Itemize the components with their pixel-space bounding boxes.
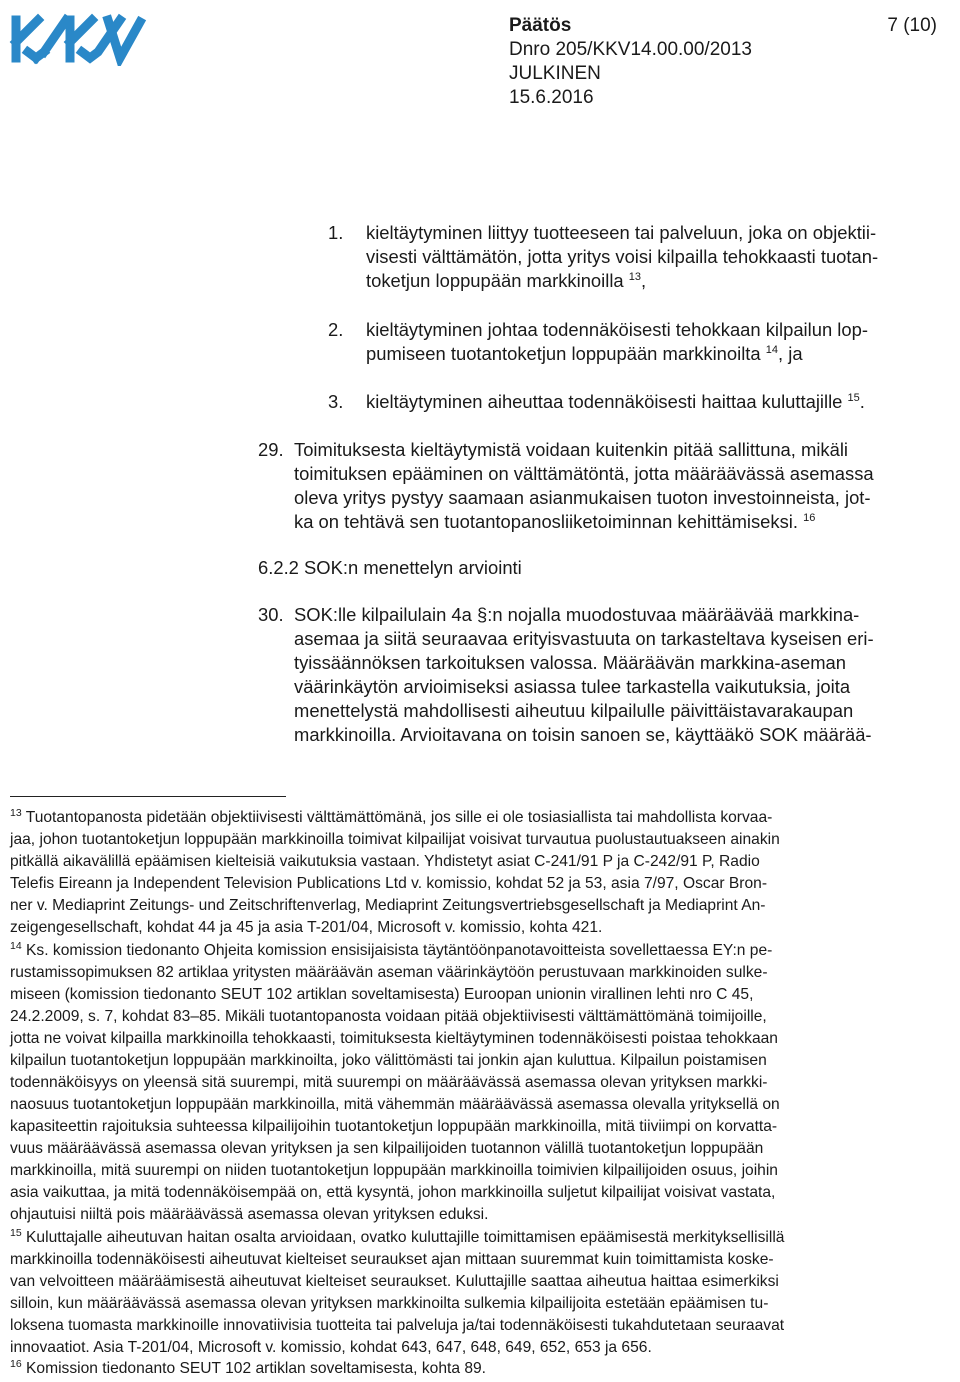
footnote-line: jotta ne voivat kilpailla markkinoilla tehokkaasti, toimituksesta kieltäytyminen todennäköisesti poistaa tehokkaan xyxy=(10,1030,778,1047)
footnote-line: rustamissopimuksen 82 artiklaa yritysten määräävän aseman väärinkäytöön perustuvaan markkinoiden sulke- xyxy=(10,964,768,981)
footnote-line: vuus määräävässä asemassa olevan yrityksen ja sen kilpailijoiden tuotannon välillä tuotantoketjun loppupään xyxy=(10,1140,764,1157)
footnote-line: Telefis Eireann ja Independent Television Publications Ltd v. komissio, kohdat 52 ja 53, asia 7/97, Oscar Bron- xyxy=(10,875,768,892)
condition-line: pumiseen tuotantoketjun loppupään markkinoilta $^{14}$, ja xyxy=(366,343,803,364)
footnote-line: kapasiteettin rajoituksia suhteessa kilpailijoihin tuotantoketjun loppupään markkinoilla, mitä tiiviimpi on korvatta- xyxy=(10,1118,778,1135)
condition-line: kieltäytyminen aiheuttaa todennäköisesti haittaa kuluttajille $^{15}$. xyxy=(366,391,865,412)
paragraph-number: 30. xyxy=(258,604,284,625)
footnote-line: jaa, johon tuotantoketjun loppupään markkinoilla toimivat kilpailijat voisivat turvautua puolustautuakseen ainakin xyxy=(10,831,780,848)
footnote-line: 24.2.2009, s. 7, kohdat 83–85. Mikäli tuotantopanosta voidaan pitää objektiivisesti välttämättömänä toimijoille, xyxy=(10,1008,767,1025)
paragraph-line: menettelystä mahdollisesti aiheutuu kilpailulle päivittäistavarakaupan xyxy=(294,700,854,721)
footnote-line: kilpailun tuotantoketjun loppupään markkinoilta, joko välittömästi tai jonkin ajan kuluttua. Kilpailun poistamisen xyxy=(10,1052,767,1069)
footnote-line: miseen (komission tiedonanto SEUT 102 artiklan soveltamisesta) Euroopan unionin virallinen lehti nro C 45, xyxy=(10,986,754,1003)
paragraph-line: markkinoilla. Arvioitavana on toisin sanoen se, käyttääkö SOK määrää- xyxy=(294,724,872,745)
paragraph-line: ka on tehtävä sen tuotantopanosliiketoiminnan kehittämiseksi. $^{16}$ xyxy=(294,511,816,532)
footnote-line: zeigengesellschaft, kohdat 44 ja 45 ja asia T-201/04, Microsoft v. komissio, kohta 421. xyxy=(10,919,603,936)
footnote-line: silloin, kun määräävässä asemassa olevan yrityksen markkinoilta sulkemia kilpailijoita estetään epäämisen tu- xyxy=(10,1295,769,1312)
footnote-line: $^{16}$ Komission tiedonanto SEUT 102 artiklan soveltamisesta, kohta 89. xyxy=(10,1358,487,1377)
footnote-line: todennäköisyys on yleensä sitä suurempi, mitä suurempi on määräävässä asemassa olevan yrityksen markki- xyxy=(10,1074,768,1091)
logo-text: KKV xyxy=(8,12,11,13)
paragraph-line: SOK:lle kilpailulain 4a §:n nojalla muodostuvaa määräävää markkina- xyxy=(294,604,860,625)
condition-number: 2. xyxy=(328,319,344,340)
footnote-line: loksena tuomasta markkinoille innovatiivisia tuotteita tai palveluja ja/tai todennäköisesti tukahdutetaan seuraavat xyxy=(10,1317,785,1334)
condition-line: kieltäytyminen liittyy tuotteeseen tai palveluun, joka on objektii- xyxy=(366,222,877,243)
footnote-line: van velvoitteen määräämisestä aiheutuvat kielteiset seuraukset. Kuluttajille saattaa aiheutua haittaa esimerkiksi xyxy=(10,1273,779,1290)
footnote-ref[interactable]: 13 xyxy=(628,271,642,283)
paragraph-number: 29. xyxy=(258,439,284,460)
footnote-line: naosuus tuotantoketjun loppupään markkinoilla, mitä vähemmän määräävässä asemassa olevalla yrityksellä on xyxy=(10,1096,780,1113)
footnote-line: pitkällä aikavälillä epäämisen kielteisiä vaikutuksia vastaan. Yhdistetyt asiat C-241/91 P ja C-242/91 P, Radio xyxy=(10,853,760,870)
paragraph-line: asemaa ja siitä seuraavaa erityisvastuuta on tarkasteltava kyseisen eri- xyxy=(294,628,874,649)
publicity-status: JULKINEN xyxy=(509,63,601,84)
footnote-ref[interactable]: 16 xyxy=(803,512,816,524)
condition-line: visesti välttämätön, jotta yritys voisi kilpailla tehokkaasti tuotan- xyxy=(366,246,879,267)
footnote-line: ner v. Mediaprint Zeitungs- und Zeitschriftenverlag, Mediaprint Zeitungsvertriebsgesellschaft ja Mediaprint An- xyxy=(10,897,766,914)
footnote-ref[interactable]: 15 xyxy=(847,392,860,404)
footnote-number: 15 xyxy=(10,1227,22,1239)
section-title: SOK:n menettelyn arviointi xyxy=(304,557,522,578)
footnote-number: 16 xyxy=(10,1358,22,1370)
footnote-number: 14 xyxy=(10,940,22,952)
kkv-logo xyxy=(8,12,148,66)
document-number: Dnro 205/KKV14.00.00/2013 xyxy=(509,39,752,60)
footnote-separator xyxy=(10,796,286,797)
footnote-line: $^{14}$ Ks. komission tiedonanto Ohjeita komission ensisijaisista täytäntöönpanotavoitteista sovellettaessa EY:n pe- xyxy=(10,940,773,959)
paragraph-line: tyissäännöksen tarkoituksen valossa. Määräävän markkina-aseman xyxy=(294,652,846,673)
footnote-line: markkinoilla todennäköisesti aiheutuvat kielteiset seuraukset ajan mittaan suuremmat kuin toimittamista koske- xyxy=(10,1251,774,1268)
footnote-line: markkinoilla, mitä suurempi on niiden tuotantoketjun loppupään markkinoilla toimivien kilpailijoiden osuus, joihin xyxy=(10,1162,778,1179)
condition-line: kieltäytyminen johtaa todennäköisesti tehokkaan kilpailun lop- xyxy=(366,319,868,340)
footnote-line: asia vaikuttaa, ja mitä todennäköisempää on, että kysyntä, johon markkinoilla suljetut kilpailijat voisivat vastata, xyxy=(10,1184,776,1201)
document-type: Päätös xyxy=(509,15,572,36)
footnote-number: 13 xyxy=(10,807,22,819)
footnote-line: ohjautuisi niiltä pois määräävässä asemassa olevan yrityksen eduksi. xyxy=(10,1206,489,1223)
condition-number: 1. xyxy=(328,222,344,243)
footnote-line: $^{15}$ Kuluttajalle aiheutuvan haitan osalta arvioidaan, ovatko kuluttajille toimittamisen epäämisestä merkityksellisillä xyxy=(10,1227,785,1246)
section-heading xyxy=(258,556,522,579)
footnote-line: $^{13}$ Tuotantopanosta pidetään objektiivisesti välttämättömänä, jos sille ei ole tosiasiallista tai mahdollista korvaa- xyxy=(10,807,773,826)
condition-number: 3. xyxy=(328,391,344,412)
paragraph-line: Toimituksesta kieltäytymistä voidaan kuitenkin pitää sallittuna, mikäli xyxy=(294,439,849,460)
page-number: 7 (10) xyxy=(887,15,937,36)
section-number: 6.2.2 xyxy=(258,557,299,578)
paragraph-line: väärinkäytön arvioimiseksi asiassa tulee tarkastella vaikutuksia, joita xyxy=(294,676,851,697)
footnote-line: innovaatiot. Asia T-201/04, Microsoft v. komissio, kohdat 643, 647, 648, 649, 652, 653 ja 656. xyxy=(10,1339,652,1356)
document-date: 15.6.2016 xyxy=(509,87,594,108)
paragraph-line: oleva yritys pystyy saamaan asianmukaisen tuoton investoinneista, jot- xyxy=(294,487,871,508)
footnote-ref[interactable]: 14 xyxy=(765,344,779,356)
document-header xyxy=(509,14,949,110)
paragraph-line: toimituksen epääminen on välttämätöntä, jotta määräävässä asemassa xyxy=(294,463,874,484)
condition-line: toketjun loppupään markkinoilla $^{13}$, xyxy=(366,270,647,291)
